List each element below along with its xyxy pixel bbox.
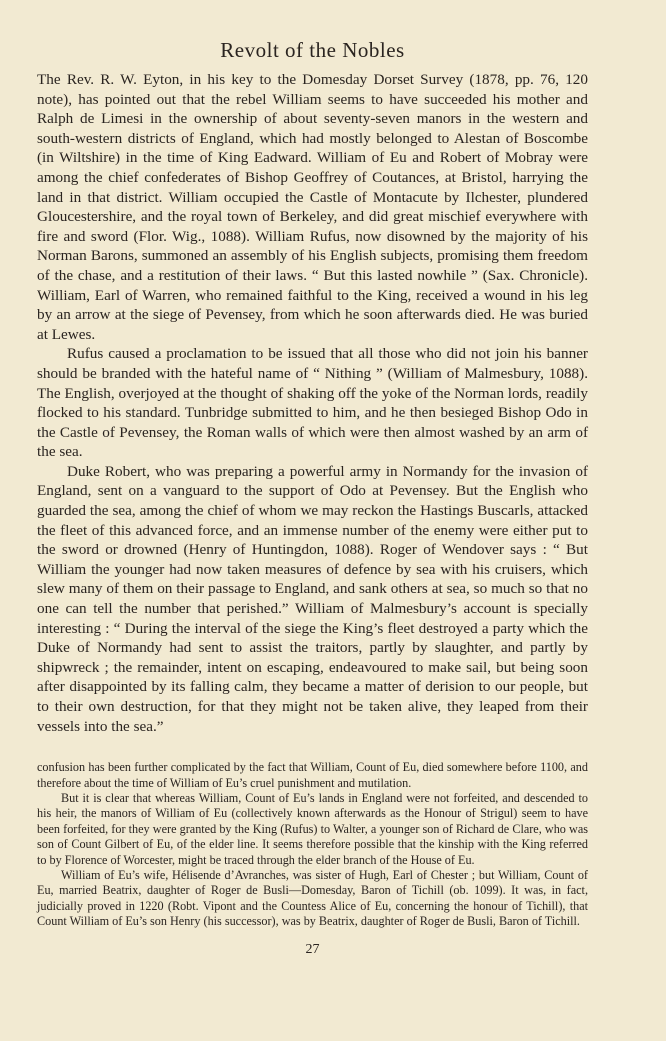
- running-head: Revolt of the Nobles: [220, 38, 405, 62]
- paragraph: Rufus caused a proclamation to be issued that all those who did not join his banner should be branded with the hateful name of “ Nithing ” (William of Malmesbury, 1088). The English, overjoyed at the thought of shaking off the yoke of the Norman lords, readily flocked to his standard. Tunbridge submitted to him, and he then besieged Bishop Odo in the Castle of Pevensey, the Roman walls of which were then almost washed by an arm of the sea.: [37, 345, 588, 461]
- footnotes: [37, 760, 588, 929]
- footnote-paragraph: William of Eu’s wife, Hélisende d’Avranches, was sister of Hugh, Earl of Chester ; but William, Count of Eu, married Beatrix, daughter of Roger de Busli—Domesday, Baron of Tichill (ob. 1099). It was, in fact, judicially proved in 1220 (Robt. Vipont and the Countess Alice of Eu, concerning the honour of Tichill), that Count William of Eu’s son Henry (his successor), was by Beatrix, daughter of Roger de Busli, Baron of Tichill.: [37, 868, 588, 929]
- page-number: 27: [305, 941, 320, 957]
- paragraph: The Rev. R. W. Eyton, in his key to the Domesday Dorset Survey (1878, pp. 76, 120 note), has pointed out that the rebel William seems to have succeeded his mother and Ralph de Limesi in the ownership of about seventy-seven manors in the western and south-western districts of England, which had mostly belonged to Alestan of Boscombe (in Wiltshire) in the time of King Eadward. William of Eu and Robert of Mobray were among the chief confederates of Bishop Geoffrey of Coutances, at Bristol, harrying the land in that district. William occupied the Castle of Montacute by Ilchester, plundered Gloucestershire, and the royal town of Berkeley, and did great mischief everywhere with fire and sword (Flor. Wig., 1088). William Rufus, now disowned by the majority of his Norman Barons, summoned an assembly of his English subjects, promising them freedom of the chase, and a restitution of their laws. “ But this lasted nowhile ” (Sax. Chronicle). William, Earl of Warren, who remained faithful to the King, received a wound in his leg by an arrow at the siege of Pevensey, from which he soon afterwards died. He was buried at Lewes.: [37, 71, 588, 343]
- footnote-paragraph: confusion has been further complicated by the fact that William, Count of Eu, died somewhere before 1100, and therefore about the time of William of Eu’s cruel punishment and mutilation.: [37, 760, 588, 790]
- paragraph: Duke Robert, who was preparing a powerful army in Normandy for the invasion of England, sent on a vanguard to the support of Odo at Pevensey. But the English who guarded the sea, among the chief of whom we may reckon the Hastings Buscarls, attacked the fleet of this advanced force, and an immense number of the enemy were either put to the sword or drowned (Henry of Huntingdon, 1088). Roger of Wendover says : “ But William the younger had now taken measures of defence by sea with his cruisers, which slew many of them on their passage to England, and sank others at sea, so much so that no one can tell the number that perished.” William of Malmesbury’s account is specially interesting : “ During the interval of the siege the King’s fleet destroyed a party which the Duke of Normandy had sent to assist the traitors, partly by slaughter, and partly by shipwreck ; the remainder, intent on escaping, endeavoured to make sail, but being soon after disappointed by its falling calm, they became a matter of derision to our people, but to their own destruction, for that they might not be taken alive, they leaped from their vessels into the sea.”: [37, 462, 588, 735]
- main-text: [37, 70, 588, 736]
- footnote-paragraph: But it is clear that whereas William, Count of Eu’s lands in England were not forfeited, and descended to his heir, the manors of William of Eu (collectively known afterwards as the Honour of Strigul) seem to have been forfeited, for they were granted by the King (Rufus) to Walter, a younger son of Richard de Clare, who was son of Count Gilbert of Eu, of the elder line. It seems therefore possible that the kinship with the King referred to by Florence of Worcester, might be traced through the elder branch of the House of Eu.: [37, 791, 588, 867]
